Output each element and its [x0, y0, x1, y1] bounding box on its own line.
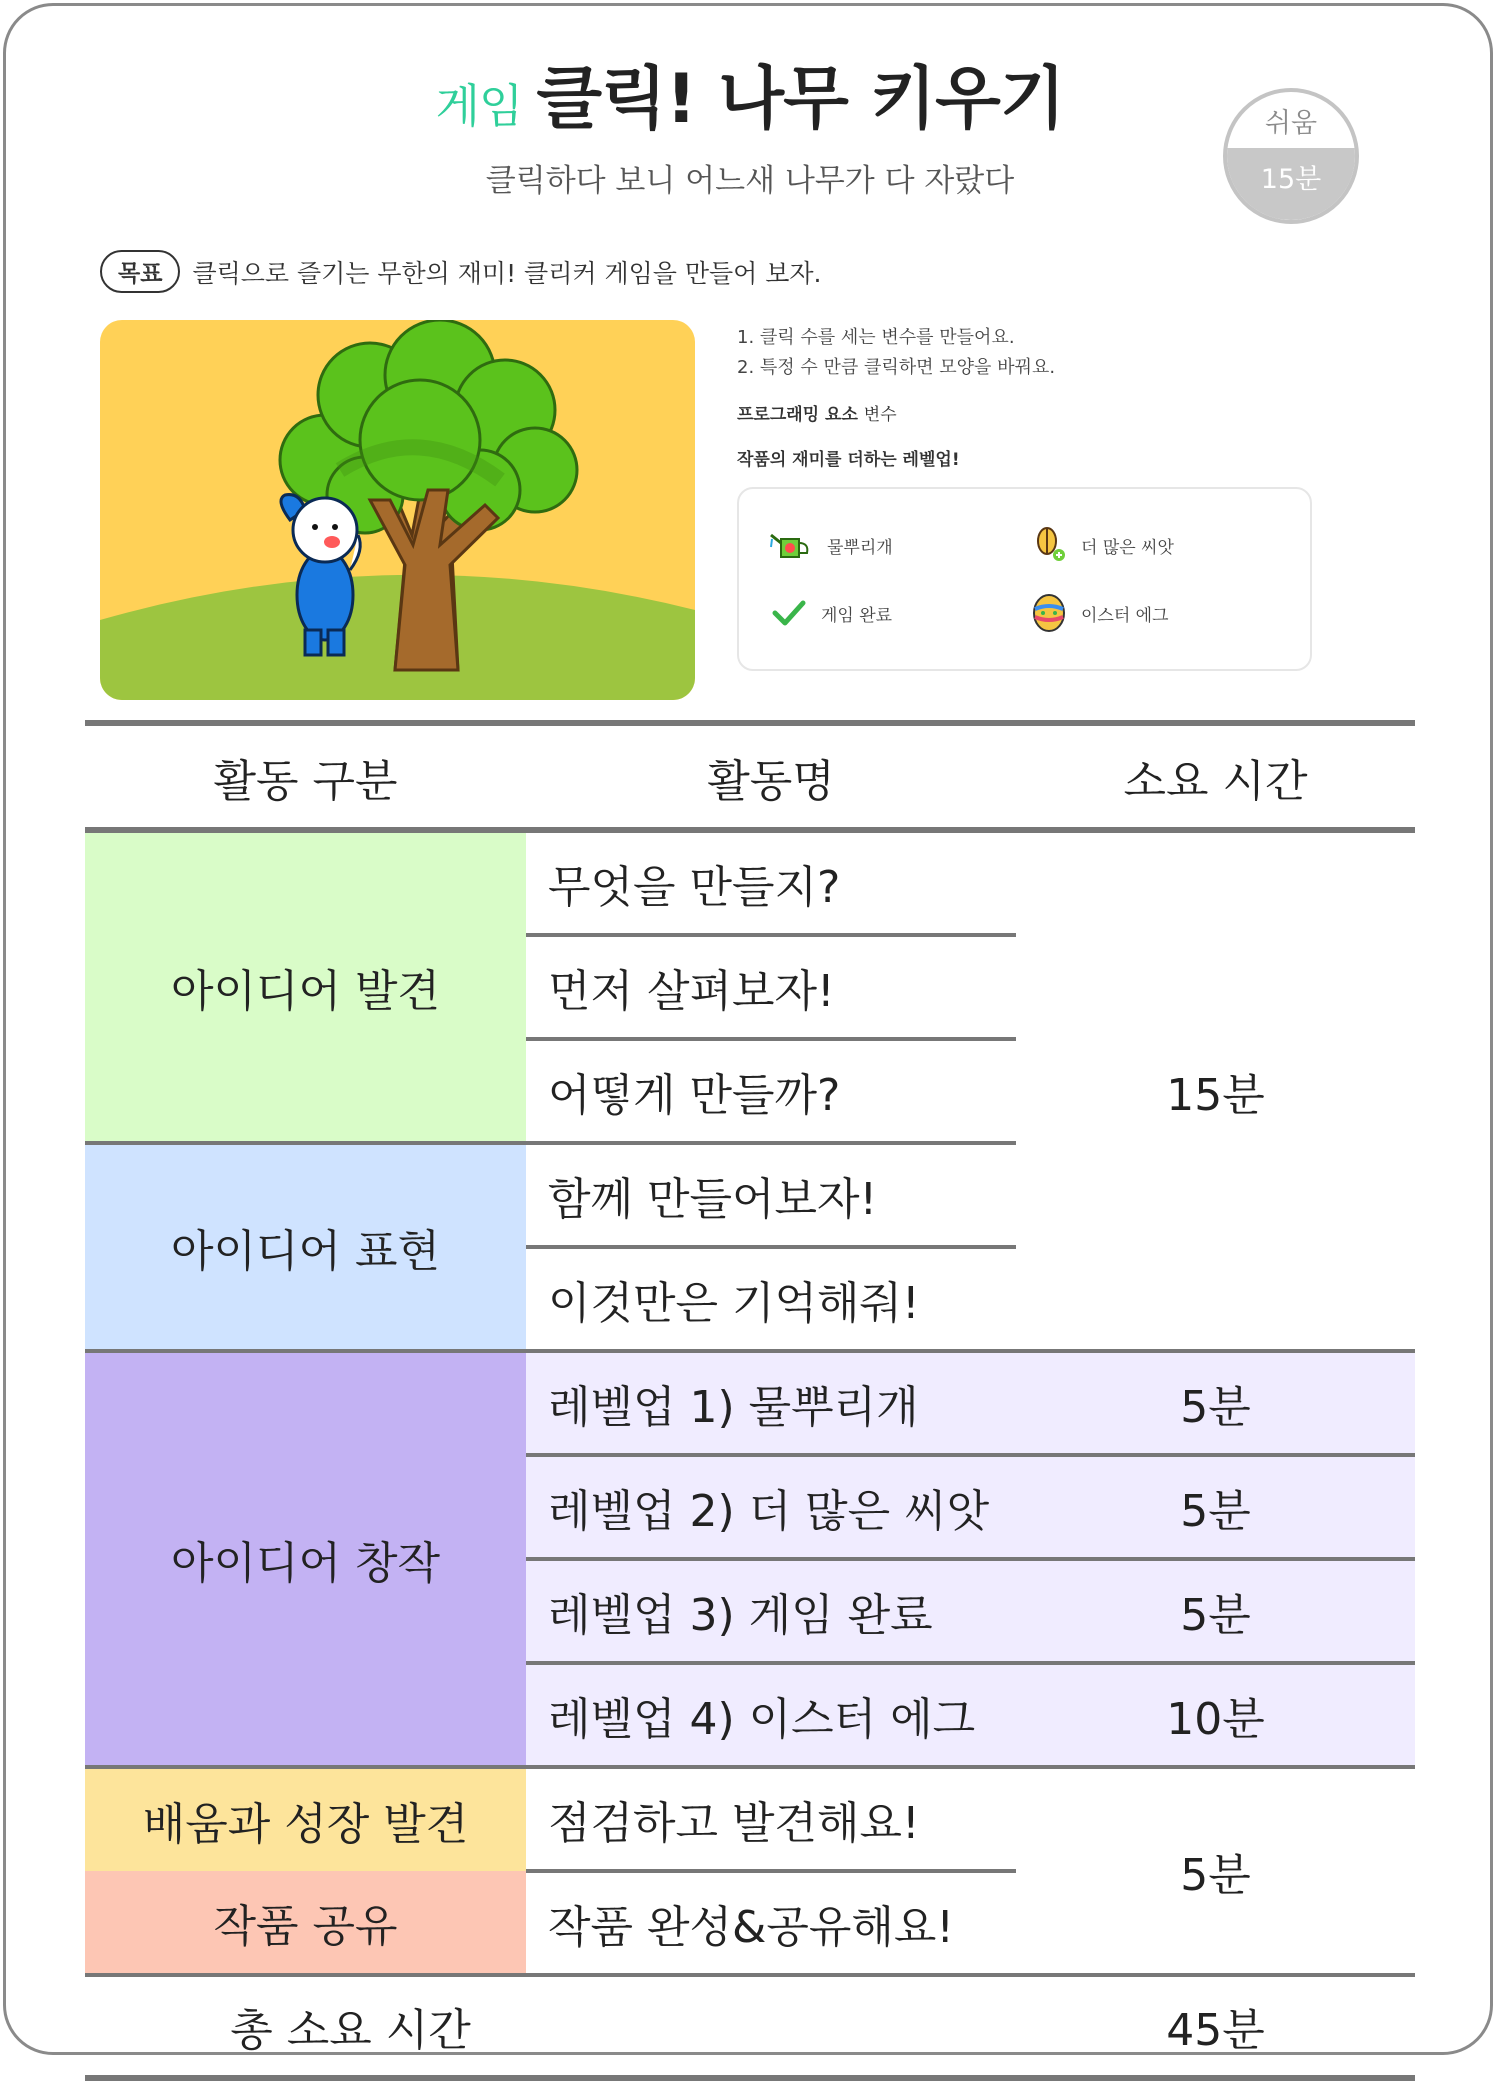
header-time: 소요 시간 — [1016, 723, 1415, 830]
activity-cell: 먼저 살펴보자! — [526, 935, 1016, 1039]
total-label: 총 소요 시간 — [85, 1975, 1016, 2078]
activity-cell: 이것만은 기억해줘! — [526, 1247, 1016, 1351]
programming-element — [737, 400, 897, 425]
levelup-label: 물뿌리개 — [827, 537, 893, 558]
header-activity: 활동명 — [526, 723, 1016, 830]
activity-cell: 레벨업 4) 이스터 에그 — [526, 1663, 1016, 1767]
activity-cell: 작품 완성&공유해요! — [526, 1871, 1016, 1975]
levelup-title: 작품의 재미를 더하는 레벨업! — [737, 450, 960, 470]
levelup-item — [769, 525, 893, 565]
table-row — [85, 1767, 1415, 1871]
levelup-item — [1029, 593, 1169, 633]
difficulty-badge — [1223, 88, 1359, 224]
levelup-item — [1029, 525, 1174, 565]
step-item: 1. 클릭 수를 세는 변수를 만들어요. — [737, 327, 1015, 348]
category-tag: 게임 — [435, 79, 523, 133]
header-category: 활동 구분 — [85, 723, 526, 830]
total-row — [85, 1975, 1415, 2078]
category-discovery: 아이디어 발견 — [85, 830, 526, 1143]
levelup-label: 게임 완료 — [821, 605, 893, 626]
watering-can-icon — [769, 525, 815, 565]
levelup-item — [769, 595, 892, 631]
time-cell: 10분 — [1016, 1663, 1415, 1767]
time-cell: 15분 — [1016, 830, 1415, 1351]
activity-cell: 레벨업 1) 물뿌리개 — [526, 1351, 1016, 1455]
levelup-label: 이스터 에그 — [1081, 605, 1169, 626]
page-subtitle: 클릭하다 보니 어느새 나무가 다 자랐다 — [485, 163, 1015, 199]
goal-label: 목표 — [100, 250, 180, 293]
time-cell: 5분 — [1016, 1767, 1415, 1975]
difficulty-time: 15분 — [1227, 148, 1355, 220]
time-cell: 5분 — [1016, 1351, 1415, 1455]
activity-cell: 레벨업 3) 게임 완료 — [526, 1559, 1016, 1663]
activity-cell: 함께 만들어보자! — [526, 1143, 1016, 1247]
easter-egg-icon — [1029, 593, 1069, 633]
step-item: 2. 특정 수 만큼 클릭하면 모양을 바꿔요. — [737, 357, 1056, 378]
activity-cell: 무엇을 만들지? — [526, 830, 1016, 935]
table-row — [85, 830, 1415, 935]
category-expression: 아이디어 표현 — [85, 1143, 526, 1351]
time-cell: 5분 — [1016, 1559, 1415, 1663]
category-growth: 배움과 성장 발견 — [85, 1767, 526, 1871]
activity-cell: 어떻게 만들까? — [526, 1039, 1016, 1143]
time-cell: 5분 — [1016, 1455, 1415, 1559]
table-header-row — [85, 723, 1415, 830]
tree-scene-icon — [100, 320, 695, 700]
element-label: 프로그래밍 요소 — [737, 405, 858, 425]
steps-list — [737, 323, 1055, 383]
activity-cell: 레벨업 2) 더 많은 씨앗 — [526, 1455, 1016, 1559]
check-icon — [769, 595, 809, 631]
schedule-table — [85, 720, 1415, 2081]
category-share: 작품 공유 — [85, 1871, 526, 1975]
levelup-label: 더 많은 씨앗 — [1081, 537, 1174, 558]
goal-line — [100, 250, 822, 293]
total-time: 45분 — [1016, 1975, 1415, 2078]
table-row — [85, 1351, 1415, 1455]
seed-icon — [1029, 525, 1069, 565]
activity-cell: 점검하고 발견해요! — [526, 1767, 1016, 1871]
goal-text: 클릭으로 즐기는 무한의 재미! 클리커 게임을 만들어 보자. — [192, 258, 822, 288]
levelup-box — [737, 487, 1312, 671]
difficulty-level: 쉬움 — [1264, 108, 1318, 139]
element-value: 변수 — [863, 405, 897, 425]
category-creation: 아이디어 창작 — [85, 1351, 526, 1767]
title-text: 클릭! 나무 키우기 — [536, 60, 1065, 139]
tree-illustration — [100, 320, 695, 700]
